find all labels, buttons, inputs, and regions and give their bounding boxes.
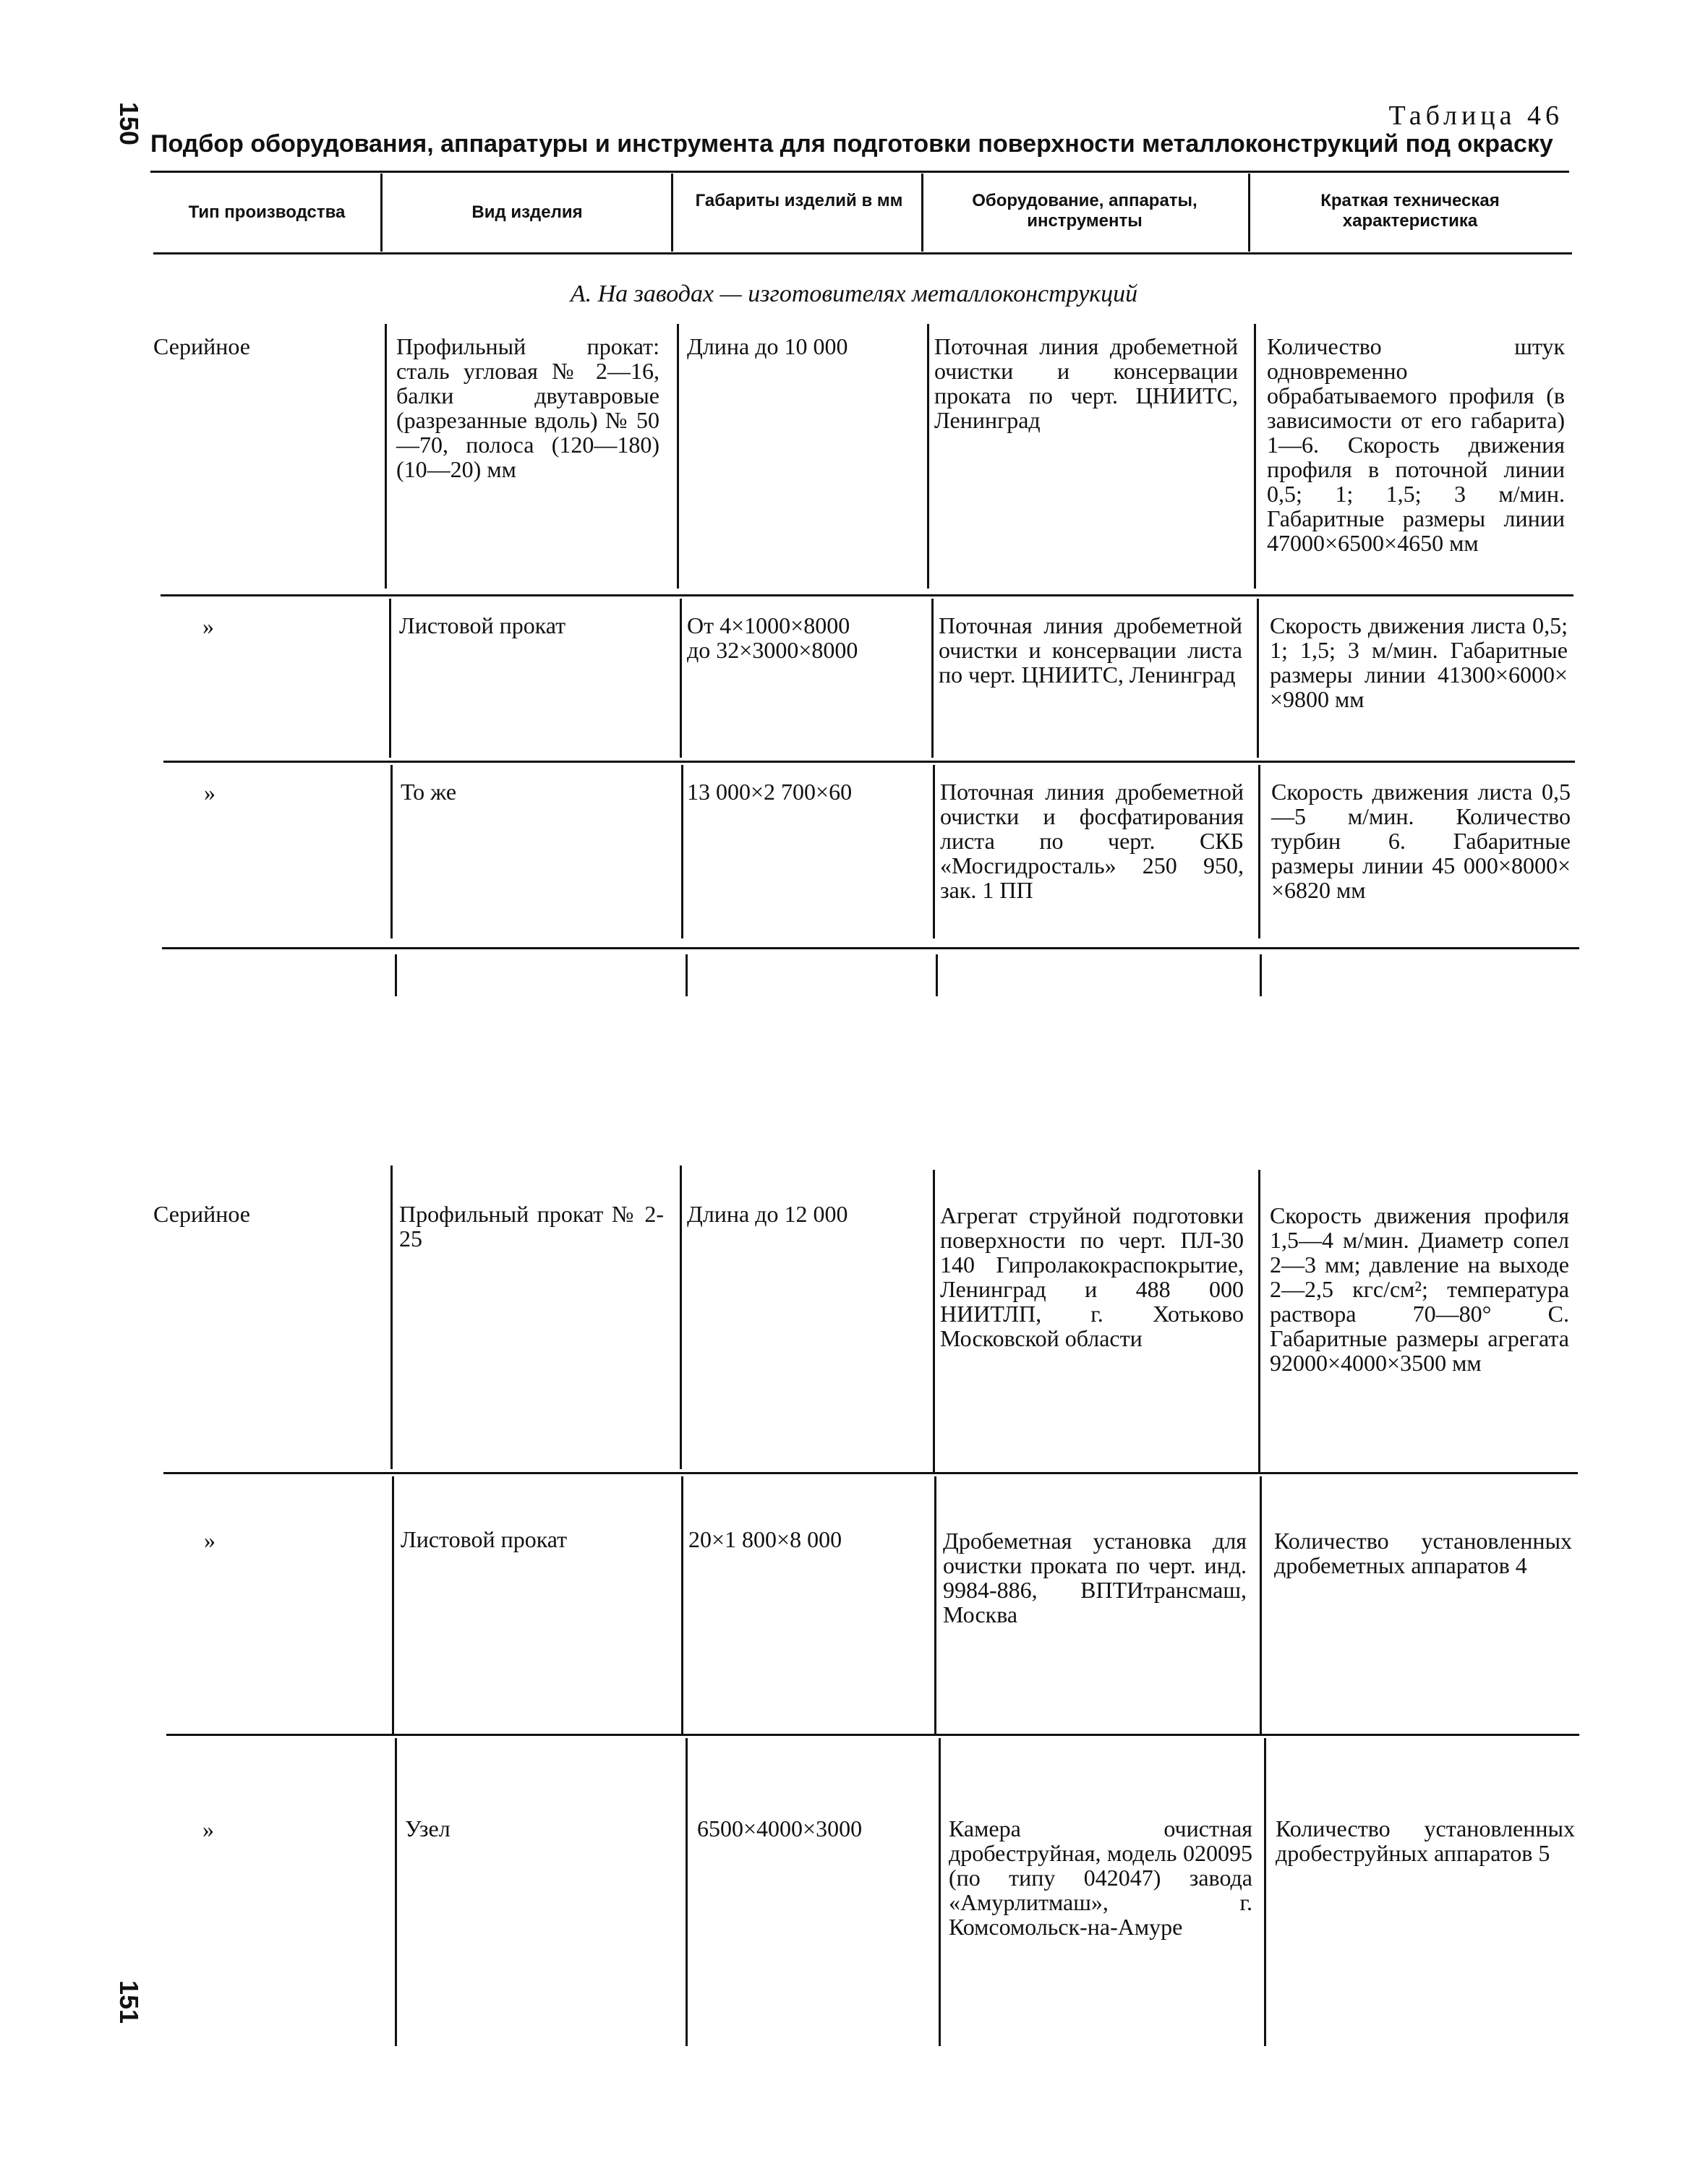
row5-type: » <box>204 1527 215 1553</box>
row3-sep-3 <box>933 765 935 938</box>
stub-sep-3 <box>936 954 938 996</box>
header-sep-3 <box>921 174 923 252</box>
stub-sep-1 <box>395 954 397 996</box>
row2-sep-4 <box>1257 599 1259 758</box>
row5-sep-1 <box>392 1476 394 1734</box>
stub-sep-2 <box>686 954 688 996</box>
header-sep-1 <box>380 174 383 252</box>
header-size: Габариты изделий в мм <box>695 191 903 210</box>
header-product: Вид изделия <box>471 202 583 222</box>
row2-product: Листовой прокат <box>399 612 566 638</box>
row1-sep-1 <box>385 324 387 589</box>
row5-bottom-rule <box>166 1734 1579 1736</box>
row4-spec: Скорость движения профиля 1,5—4 м/мин. Диаметр сопел 2—3 мм; давление на выходе 2—2,5 кгс/см²; температура раствора 70—80° С. Габаритные размеры агрегата 92000×4000×3500 мм <box>1270 1202 1569 1376</box>
row6-product: Узел <box>405 1815 451 1841</box>
row2-equipment: Поточная линия дробеметной очистки и консервации листа по черт. ЦНИИТС, Ленинград <box>939 612 1242 688</box>
row2-size: От 4×1000×8000 до 32×3000×8000 <box>687 612 858 663</box>
row2-bottom-rule <box>163 761 1575 763</box>
row5-sep-4 <box>1260 1476 1262 1734</box>
row2-spec: Скорость движения листа 0,5; 1; 1,5; 3 м/мин. Габаритные размеры линии 41300×6000× ×9800 мм <box>1270 612 1568 712</box>
row3-equipment: Поточная линия дробеметной очистки и фосфатирования листа по черт. СКБ «Мосгидросталь» 250 950, зак. 1 ПП <box>940 779 1244 903</box>
row3-product: То же <box>401 779 457 805</box>
row6-sep-4 <box>1264 1738 1266 2046</box>
header-equipment: Оборудование, аппараты, инструменты <box>972 191 1197 231</box>
row2-sep-2 <box>680 599 682 758</box>
header-top-rule <box>150 171 1569 173</box>
row4-equipment: Агрегат струйной подготовки поверхности по черт. ПЛ-30 140 Гипролакокраспокрытие, Ленинград и 488 000 НИИТЛП, г. Хотьково Московской области <box>940 1202 1244 1351</box>
row5-sep-3 <box>934 1476 936 1734</box>
row4-sep-2 <box>680 1165 682 1469</box>
header-sep-2 <box>671 174 673 252</box>
row5-sep-2 <box>681 1476 683 1734</box>
row1-product: Профильный прокат: сталь угловая № 2—16, балки двутавровые (разрезанные вдоль) № 50—70, полоса (120—180) (10—20) мм <box>396 333 659 482</box>
header-sep-4 <box>1248 174 1250 252</box>
row4-product: Профильный прокат № 2-25 <box>399 1201 664 1252</box>
row4-type: Серийное <box>153 1201 250 1227</box>
stub-sep-4 <box>1260 954 1262 996</box>
row6-sep-2 <box>686 1738 688 2046</box>
page-number-bottom: 151 <box>114 1980 145 2024</box>
row6-size: 6500×4000×3000 <box>697 1815 863 1841</box>
header-type: Тип производства <box>188 202 346 222</box>
row3-bottom-rule <box>162 947 1579 949</box>
row5-product: Листовой прокат <box>401 1526 568 1552</box>
row1-sep-2 <box>677 324 679 589</box>
row3-spec: Скорость движения листа 0,5—5 м/мин. Количество турбин 6. Габаритные размеры линии 45 000×8000× ×6820 мм <box>1271 779 1571 903</box>
row1-equipment: Поточная линия дробеметной очистки и консервации проката по черт. ЦНИИТС, Ленинград <box>934 333 1238 433</box>
row6-sep-3 <box>939 1738 941 2046</box>
row4-sep-3 <box>933 1170 935 1473</box>
row6-spec: Количество установленных дробеструйных аппаратов 5 <box>1276 1815 1575 1866</box>
row5-size: 20×1 800×8 000 <box>688 1526 842 1552</box>
row1-sep-3 <box>927 324 929 589</box>
row1-sep-4 <box>1254 324 1256 589</box>
row6-equipment: Камера очистная дробеструйная, модель 020095 (по типу 042047) завода «Амурлитмаш», г. Комсомольск-на-Амуре <box>949 1815 1252 1940</box>
row3-sep-2 <box>681 765 683 938</box>
row1-spec: Количество штук одновременно обрабатываемого профиля (в зависимости от его габарита) 1—6. Скорость движения профиля в поточной линии 0,5; 1; 1,5; 3 м/мин. Габаритные размеры линии 47000×6500×4650 мм <box>1267 333 1565 556</box>
row1-size: Длина до 10 000 <box>687 333 848 359</box>
row2-sep-3 <box>931 599 934 758</box>
row6-sep-1 <box>395 1738 397 2046</box>
row5-equipment: Дробеметная установка для очистки проката по черт. инд. 9984-886, ВПТИтрансмаш, Москва <box>943 1528 1247 1627</box>
row4-size: Длина до 12 000 <box>687 1201 848 1227</box>
header-spec: Краткая техническая характеристика <box>1320 191 1500 231</box>
row4-bottom-rule <box>163 1472 1578 1474</box>
row3-sep-4 <box>1258 765 1260 938</box>
section-a-title: А. На заводах — изготовителях металлоконструкций <box>570 281 1138 307</box>
table-number: Таблица 46 <box>1388 100 1563 131</box>
row5-spec: Количество установленных дробеметных аппаратов 4 <box>1274 1528 1572 1578</box>
row4-sep-4 <box>1258 1170 1260 1473</box>
row6-type: » <box>202 1816 214 1842</box>
row4-sep-1 <box>390 1165 393 1469</box>
row2-type: » <box>202 613 214 639</box>
table-title: Подбор оборудования, аппаратуры и инструмента для подготовки поверхности металлоконструкций под окраску <box>150 130 1553 158</box>
page-number-top: 150 <box>114 101 145 146</box>
row1-type: Серийное <box>153 333 250 359</box>
row3-type: » <box>204 779 215 805</box>
row1-bottom-rule <box>161 594 1574 596</box>
row3-sep-1 <box>390 765 393 938</box>
row3-size: 13 000×2 700×60 <box>687 779 853 805</box>
row2-sep-1 <box>389 599 391 758</box>
header-bottom-rule <box>153 252 1572 254</box>
